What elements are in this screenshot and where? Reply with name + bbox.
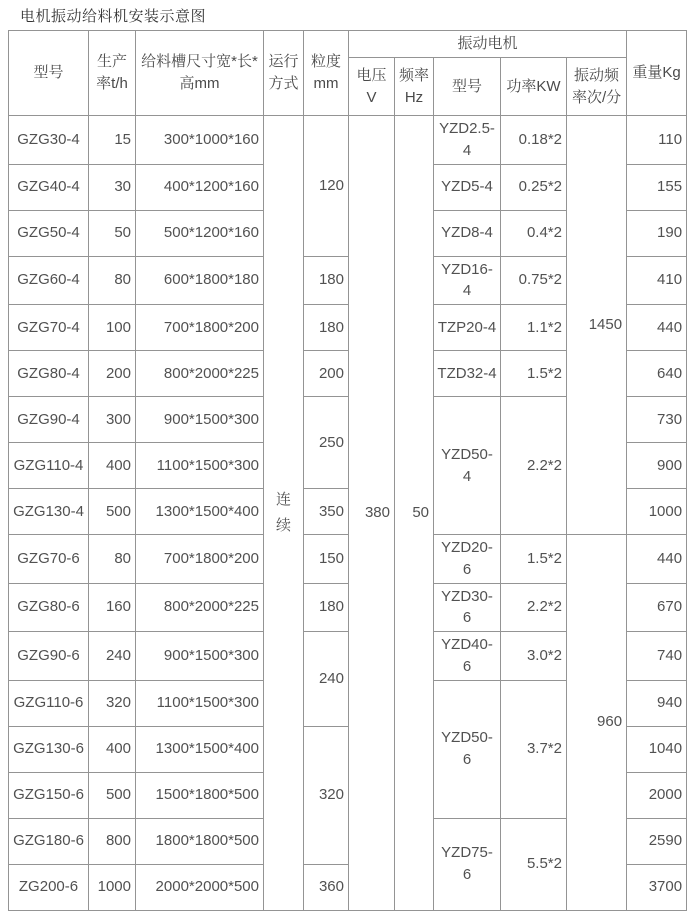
cell-weight: 3700 — [627, 864, 687, 910]
cell-particle-size: 180 — [304, 256, 349, 305]
header-particle-size: 粒度mm — [304, 31, 349, 116]
header-vibration-frequency: 振动频率次/分 — [567, 58, 627, 116]
cell-power: 0.18*2 — [501, 116, 567, 165]
cell-motor-model: YZD75-6 — [434, 818, 501, 910]
cell-model: GZG60-4 — [9, 256, 89, 305]
cell-model: GZG110-4 — [9, 443, 89, 489]
cell-weight: 440 — [627, 305, 687, 351]
header-voltage: 电压V — [349, 58, 395, 116]
cell-weight: 2590 — [627, 818, 687, 864]
cell-particle-size: 360 — [304, 864, 349, 910]
cell-motor-model: TZP20-4 — [434, 305, 501, 351]
cell-model: GZG150-6 — [9, 772, 89, 818]
cell-trough-size: 1300*1500*400 — [136, 489, 264, 535]
cell-motor-model: YZD2.5-4 — [434, 116, 501, 165]
cell-weight: 730 — [627, 397, 687, 443]
cell-model: GZG40-4 — [9, 164, 89, 210]
header-trough-size: 给料槽尺寸宽*长*高mm — [136, 31, 264, 116]
cell-weight: 900 — [627, 443, 687, 489]
cell-production-rate: 200 — [89, 351, 136, 397]
cell-power: 0.25*2 — [501, 164, 567, 210]
cell-production-rate: 300 — [89, 397, 136, 443]
cell-voltage: 380 — [349, 116, 395, 911]
cell-power: 1.5*2 — [501, 535, 567, 584]
cell-trough-size: 1100*1500*300 — [136, 443, 264, 489]
cell-production-rate: 800 — [89, 818, 136, 864]
cell-production-rate: 15 — [89, 116, 136, 165]
cell-model: GZG70-6 — [9, 535, 89, 584]
cell-trough-size: 800*2000*225 — [136, 351, 264, 397]
cell-model: GZG70-4 — [9, 305, 89, 351]
cell-motor-model: YZD5-4 — [434, 164, 501, 210]
cell-trough-size: 600*1800*180 — [136, 256, 264, 305]
cell-trough-size: 1500*1800*500 — [136, 772, 264, 818]
cell-trough-size: 1100*1500*300 — [136, 680, 264, 726]
cell-operation-mode — [264, 116, 304, 911]
cell-particle-size: 320 — [304, 726, 349, 864]
cell-production-rate: 50 — [89, 210, 136, 256]
cell-vibration-frequency: 960 — [567, 535, 627, 911]
cell-trough-size: 700*1800*200 — [136, 305, 264, 351]
cell-model: GZG130-6 — [9, 726, 89, 772]
header-motor-model: 型号 — [434, 58, 501, 116]
cell-weight: 410 — [627, 256, 687, 305]
cell-power: 1.5*2 — [501, 351, 567, 397]
cell-particle-size: 250 — [304, 397, 349, 489]
cell-model: GZG110-6 — [9, 680, 89, 726]
cell-trough-size: 2000*2000*500 — [136, 864, 264, 910]
cell-weight: 440 — [627, 535, 687, 584]
cell-production-rate: 1000 — [89, 864, 136, 910]
cell-motor-model: YZD50-4 — [434, 397, 501, 535]
cell-weight: 110 — [627, 116, 687, 165]
cell-frequency: 50 — [395, 116, 434, 911]
cell-power: 0.75*2 — [501, 256, 567, 305]
cell-production-rate: 100 — [89, 305, 136, 351]
cell-production-rate: 80 — [89, 256, 136, 305]
cell-motor-model: YZD30-6 — [434, 583, 501, 632]
header-frequency: 频率Hz — [395, 58, 434, 116]
cell-trough-size: 700*1800*200 — [136, 535, 264, 584]
cell-production-rate: 400 — [89, 443, 136, 489]
cell-model: GZG180-6 — [9, 818, 89, 864]
cell-power: 1.1*2 — [501, 305, 567, 351]
header-operation-mode: 运行方式 — [264, 31, 304, 116]
cell-weight: 640 — [627, 351, 687, 397]
cell-production-rate: 160 — [89, 583, 136, 632]
cell-particle-size: 200 — [304, 351, 349, 397]
cell-weight: 670 — [627, 583, 687, 632]
cell-motor-model: YZD40-6 — [434, 632, 501, 681]
cell-weight: 190 — [627, 210, 687, 256]
table-row — [9, 535, 687, 584]
cell-power: 2.2*2 — [501, 397, 567, 535]
cell-trough-size: 900*1500*300 — [136, 397, 264, 443]
cell-weight: 1040 — [627, 726, 687, 772]
header-weight: 重量Kg — [627, 31, 687, 116]
cell-trough-size: 300*1000*160 — [136, 116, 264, 165]
cell-trough-size: 400*1200*160 — [136, 164, 264, 210]
cell-trough-size: 1800*1800*500 — [136, 818, 264, 864]
cell-power: 0.4*2 — [501, 210, 567, 256]
cell-trough-size: 800*2000*225 — [136, 583, 264, 632]
cell-particle-size: 120 — [304, 116, 349, 257]
cell-production-rate: 80 — [89, 535, 136, 584]
cell-model: GZG90-6 — [9, 632, 89, 681]
cell-particle-size: 180 — [304, 583, 349, 632]
cell-model: GZG30-4 — [9, 116, 89, 165]
cell-motor-model: TZD32-4 — [434, 351, 501, 397]
header-production-rate: 生产率t/h — [89, 31, 136, 116]
cell-model: GZG50-4 — [9, 210, 89, 256]
cell-particle-size: 180 — [304, 305, 349, 351]
cell-power: 3.7*2 — [501, 680, 567, 818]
cell-particle-size: 150 — [304, 535, 349, 584]
cell-weight: 2000 — [627, 772, 687, 818]
cell-particle-size: 240 — [304, 632, 349, 727]
table-row — [9, 116, 687, 165]
operation-mode-text: 连续 — [275, 490, 291, 534]
cell-production-rate: 30 — [89, 164, 136, 210]
cell-model: GZG90-4 — [9, 397, 89, 443]
cell-power: 2.2*2 — [501, 583, 567, 632]
header-vibration-motor-group: 振动电机 — [349, 31, 627, 58]
cell-motor-model: YZD16-4 — [434, 256, 501, 305]
cell-motor-model: YZD50-6 — [434, 680, 501, 818]
cell-trough-size: 1300*1500*400 — [136, 726, 264, 772]
cell-model: GZG80-6 — [9, 583, 89, 632]
cell-power: 3.0*2 — [501, 632, 567, 681]
spec-table — [8, 30, 687, 911]
cell-weight: 155 — [627, 164, 687, 210]
cell-production-rate: 240 — [89, 632, 136, 681]
header-power: 功率KW — [501, 58, 567, 116]
cell-production-rate: 320 — [89, 680, 136, 726]
cell-production-rate: 400 — [89, 726, 136, 772]
cell-vibration-frequency: 1450 — [567, 116, 627, 535]
cell-model: ZG200-6 — [9, 864, 89, 910]
cell-production-rate: 500 — [89, 489, 136, 535]
cell-production-rate: 500 — [89, 772, 136, 818]
cell-model: GZG80-4 — [9, 351, 89, 397]
cell-model: GZG130-4 — [9, 489, 89, 535]
header-model: 型号 — [9, 31, 89, 116]
header-row-group — [9, 31, 687, 58]
cell-weight: 1000 — [627, 489, 687, 535]
cell-trough-size: 900*1500*300 — [136, 632, 264, 681]
cell-power: 5.5*2 — [501, 818, 567, 910]
cell-particle-size: 350 — [304, 489, 349, 535]
cell-trough-size: 500*1200*160 — [136, 210, 264, 256]
cell-weight: 740 — [627, 632, 687, 681]
cell-motor-model: YZD8-4 — [434, 210, 501, 256]
cell-weight: 940 — [627, 680, 687, 726]
page-title: 电机振动给料机安装示意图 — [20, 8, 207, 25]
cell-motor-model: YZD20-6 — [434, 535, 501, 584]
